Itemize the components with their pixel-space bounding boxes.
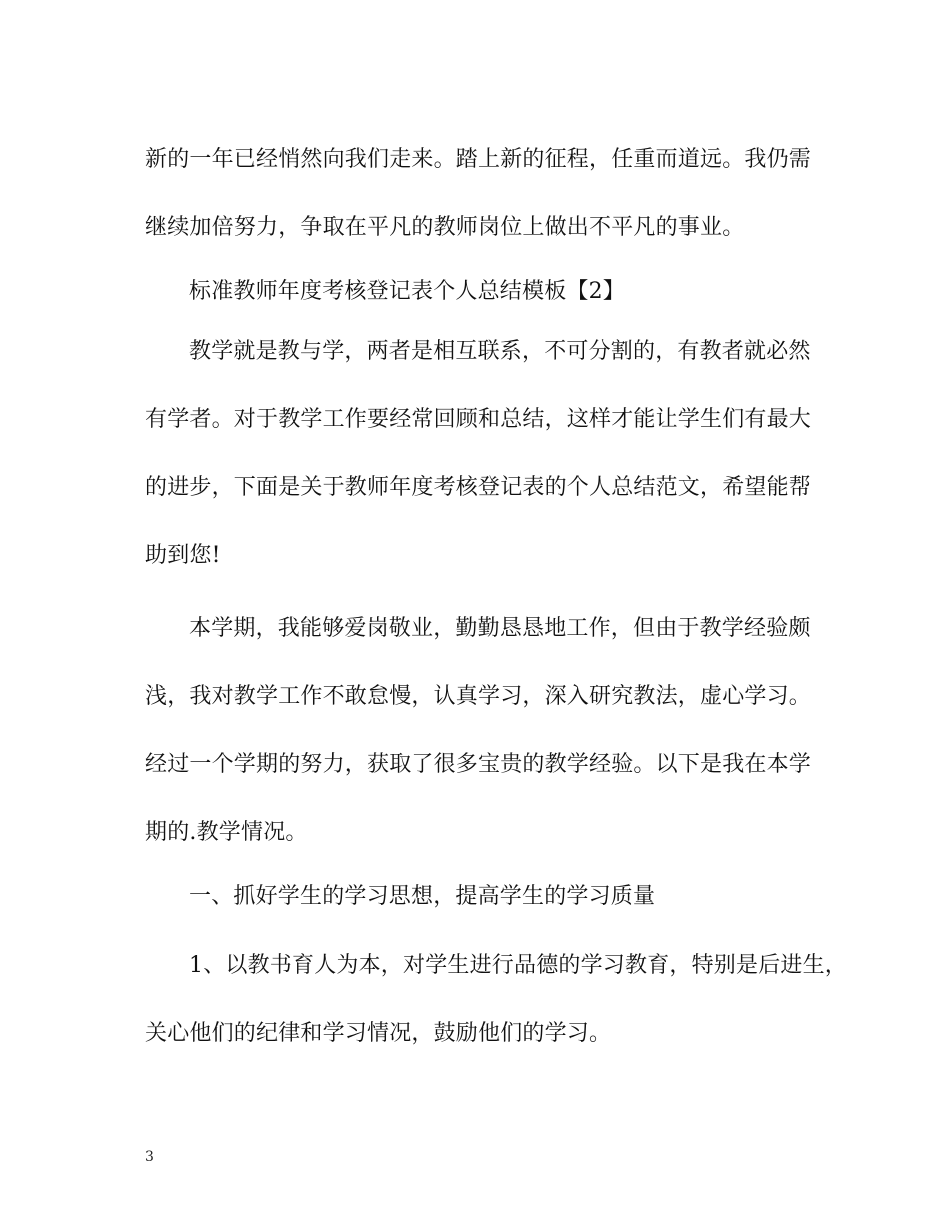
paragraph-line: 助到您! [145, 543, 221, 568]
paragraph-line: 本学期，我能够爱岗敬业，勤勤恳恳地工作，但由于教学经验颇 [189, 616, 811, 641]
section-heading: 一、抓好学生的学习思想，提高学生的学习质量 [189, 884, 656, 909]
paragraph-line: 1、以教书育人为本，对学生进行品德的学习教育，特别是后进生， [189, 953, 847, 978]
paragraph-line: 浅，我对教学工作不敢怠慢，认真学习，深入研究教法，虚心学习。 [145, 684, 812, 709]
paragraph-line: 期的.教学情况。 [145, 820, 308, 845]
paragraph-line: 新的一年已经悄然向我们走来。踏上新的征程，任重而道远。我仍需 [145, 147, 812, 172]
paragraph-line: 关心他们的纪律和学习情况，鼓励他们的学习。 [145, 1021, 612, 1046]
paragraph-line: 经过一个学期的努力，获取了很多宝贵的教学经验。以下是我在本学 [145, 752, 812, 777]
paragraph-line: 的进步，下面是关于教师年度考核登记表的个人总结范文，希望能帮 [145, 475, 812, 500]
paragraph-line: 继续加倍努力，争取在平凡的教师岗位上做出不平凡的事业。 [145, 215, 745, 240]
page-number: 3 [145, 1149, 154, 1165]
paragraph-line: 教学就是教与学，两者是相互联系，不可分割的，有教者就必然 [189, 339, 811, 364]
paragraph-line: 有学者。对于教学工作要经常回顾和总结，这样才能让学生们有最大 [145, 407, 812, 432]
section-title: 标准教师年度考核登记表个人总结模板【2】 [189, 279, 625, 304]
